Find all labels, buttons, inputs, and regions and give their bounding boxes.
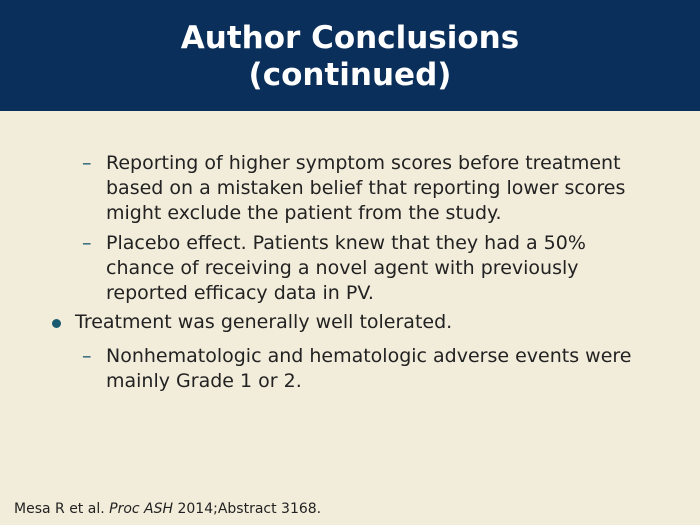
sub-bullet-item bbox=[82, 151, 657, 226]
slide-title-line-2: (continued) bbox=[248, 56, 452, 93]
sub-bullet-text: Reporting of higher symptom scores before treatment based on a mistaken belief that reporting lower scores might exclude the patient from the study. bbox=[106, 152, 626, 224]
citation bbox=[14, 501, 321, 517]
citation-journal: Proc ASH bbox=[109, 501, 174, 517]
sub-bullet-item bbox=[82, 231, 657, 306]
title-bar bbox=[0, 0, 700, 111]
bullet-item bbox=[48, 310, 668, 335]
citation-details: 2014;Abstract 3168. bbox=[177, 501, 322, 517]
sub-bullet-item bbox=[82, 344, 657, 394]
slide-body bbox=[0, 111, 700, 525]
dash-icon: – bbox=[82, 232, 92, 254]
bullet-text: Treatment was generally well tolerated. bbox=[75, 311, 453, 333]
dash-icon: – bbox=[82, 345, 92, 367]
bullet-dot-icon bbox=[52, 319, 61, 328]
slide-title bbox=[181, 20, 519, 94]
citation-authors: Mesa R et al. bbox=[14, 501, 105, 517]
sub-bullet-text: Nonhematologic and hematologic adverse events were mainly Grade 1 or 2. bbox=[106, 345, 632, 392]
slide-title-line-1: Author Conclusions bbox=[180, 19, 520, 56]
sub-bullet-text: Placebo effect. Patients knew that they had a 50% chance of receiving a novel agent with previously reported efficacy data in PV. bbox=[106, 232, 586, 304]
dash-icon: – bbox=[82, 152, 92, 174]
